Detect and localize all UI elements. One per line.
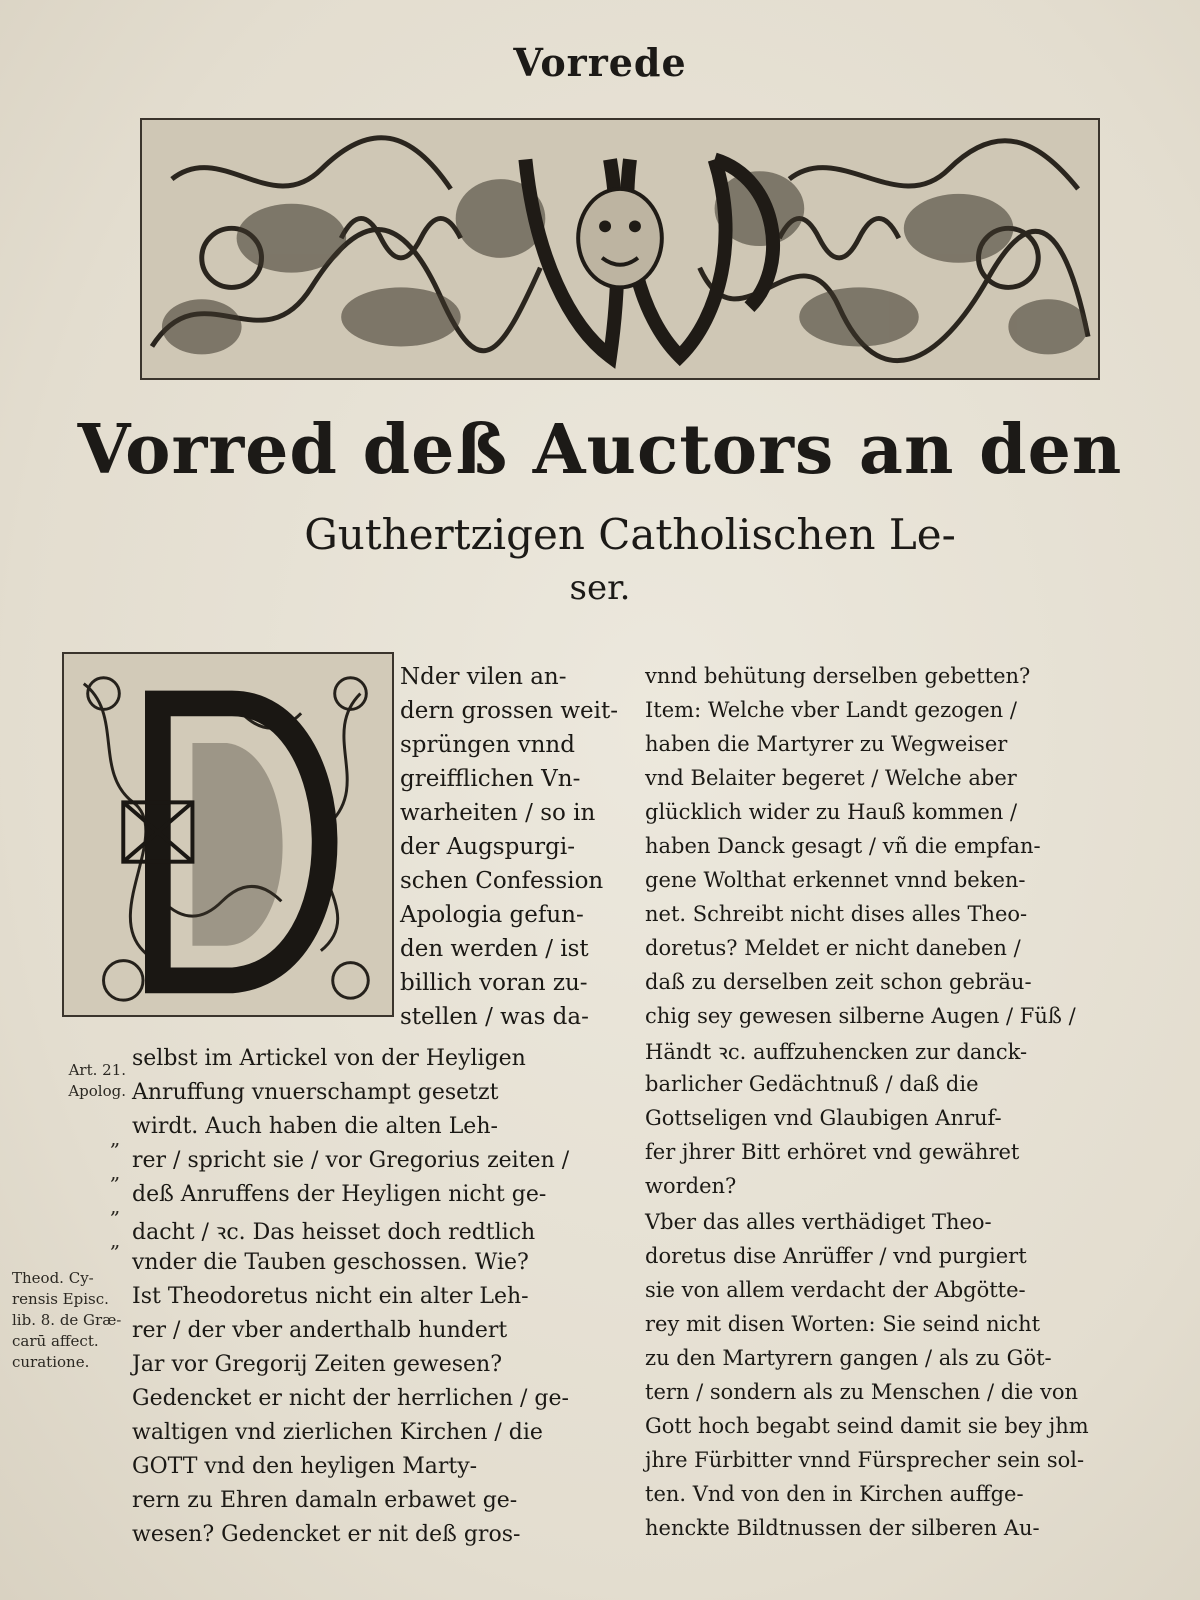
text-line: den werden / ist (400, 936, 589, 962)
margin-note-line: curatione. (12, 1353, 90, 1371)
text-line: waltigen vnd zierlichen Kirchen / die (132, 1420, 543, 1445)
decorated-initial-D (62, 652, 394, 1017)
margin-quote-mark: „ (110, 1228, 121, 1252)
text-line: haben Danck gesagt / vñ die empfan- (645, 834, 1041, 858)
text-line: net. Schreibt nicht dises alles Theo- (645, 902, 1028, 926)
text-line: wirdt. Auch haben die alten Leh- (132, 1114, 498, 1139)
text-line: Nder vilen an- (400, 664, 567, 690)
text-line: warheiten / so in (400, 800, 596, 826)
margin-note-line: Art. 21. (68, 1061, 126, 1079)
text-line: Gott hoch begabt seind damit sie bey jhm (645, 1414, 1089, 1438)
margin-quote-mark: „ (110, 1160, 121, 1184)
text-line: der Augspurgi- (400, 834, 575, 860)
text-line: Jar vor Gregorij Zeiten gewesen? (132, 1352, 503, 1377)
margin-note-line: Apolog. (68, 1082, 126, 1100)
text-line: dacht / ꝛc. Das heisset doch redtlich (132, 1220, 536, 1245)
text-line: fer jhrer Bitt erhöret vnd gewähret (645, 1140, 1020, 1164)
text-line: sie von allem verdacht der Abgötte- (645, 1278, 1026, 1302)
text-line: tern / sondern als zu Menschen / die von (645, 1380, 1079, 1404)
margin-note-theodoretus (12, 1268, 121, 1373)
text-line: barlicher Gedächtnuß / daß die (645, 1072, 979, 1096)
text-line: GOTT vnd den heyligen Marty- (132, 1454, 478, 1479)
text-line: selbst im Artickel von der Heyligen (132, 1046, 526, 1071)
text-line: wesen? Gedencket er nit deß gros- (132, 1522, 521, 1547)
text-line: Ist Theodoretus nicht ein alter Leh- (132, 1284, 529, 1309)
text-line: worden? (645, 1174, 737, 1198)
margin-quote-mark: „ (110, 1194, 121, 1218)
text-line: henckte Bildtnussen der silberen Au- (645, 1516, 1040, 1540)
text-line: Händt ꝛc. auffzuhencken zur danck- (645, 1040, 1028, 1064)
text-line: dern grossen weit- (400, 698, 619, 724)
margin-note-line: rensis Episc. (12, 1290, 109, 1308)
text-line: doretus dise Anrüffer / vnd purgiert (645, 1244, 1027, 1268)
woodcut-headpiece (140, 118, 1100, 380)
text-line: chig sey gewesen silberne Augen / Füß / (645, 1004, 1076, 1028)
title-line-1: Vorred deß Auctors an den (77, 410, 1123, 490)
text-line: Anruffung vnuerschampt gesetzt (132, 1080, 499, 1105)
text-line: rer / der vber anderthalb hundert (132, 1318, 508, 1343)
running-head: Vorrede (513, 40, 687, 85)
text-line: zu den Martyrern gangen / als zu Göt- (645, 1346, 1052, 1370)
text-line: haben die Martyrer zu Wegweiser (645, 732, 1008, 756)
left-column-beside-initial (400, 664, 625, 1044)
text-line: glücklich wider zu Hauß kommen / (645, 800, 1018, 824)
text-line: stellen / was da- (400, 1004, 589, 1030)
text-line: greifflichen Vn- (400, 766, 581, 792)
text-line: vnnd behütung derselben gebetten? (645, 664, 1031, 688)
text-line: deß Anruffens der Heyligen nicht ge- (132, 1182, 547, 1207)
text-line: doretus? Meldet er nicht daneben / (645, 936, 1021, 960)
text-line: jhre Fürbitter vnnd Fürsprecher sein sol- (645, 1448, 1085, 1472)
text-line: Apologia gefun- (400, 902, 584, 928)
text-line: rern zu Ehren damaln erbawet ge- (132, 1488, 518, 1513)
text-line: gene Wolthat erkennet vnnd beken- (645, 868, 1026, 892)
text-line: schen Confession (400, 868, 604, 894)
text-line: ten. Vnd von den in Kirchen auffge- (645, 1482, 1024, 1506)
margin-note-line: carū affect. (12, 1332, 99, 1350)
text-line: Item: Welche vber Landt gezogen / (645, 698, 1017, 722)
initial-ornament-graphic (64, 654, 392, 1015)
margin-note-line: Theod. Cy- (12, 1269, 94, 1287)
margin-note-apolog (62, 1060, 126, 1102)
right-column (645, 664, 1115, 1598)
text-line: daß zu derselben zeit schon gebräu- (645, 970, 1032, 994)
title-line-2: Guthertzigen Catholischen Le- (304, 510, 956, 559)
text-line: sprüngen vnnd (400, 732, 575, 758)
margin-quote-mark: „ (110, 1126, 121, 1150)
left-column-lower (132, 1046, 627, 1598)
margin-note-line: lib. 8. de Græ- (12, 1311, 122, 1329)
text-line: rey mit disen Worten: Sie seind nicht (645, 1312, 1041, 1336)
text-line: Gottseligen vnd Glaubigen Anruf- (645, 1106, 1002, 1130)
text-line: billich voran zu- (400, 970, 588, 996)
text-line: Gedencket er nicht der herrlichen / ge- (132, 1386, 569, 1411)
text-line: vnder die Tauben geschossen. Wie? (132, 1250, 529, 1275)
text-line: vnd Belaiter begeret / Welche aber (645, 766, 1017, 790)
headpiece-ornament-graphic (142, 120, 1098, 378)
text-line: Vber das alles verthädiget Theo- (645, 1210, 992, 1234)
title-line-3: ser. (569, 568, 631, 608)
text-line: rer / spricht sie / vor Gregorius zeiten / (132, 1148, 570, 1173)
